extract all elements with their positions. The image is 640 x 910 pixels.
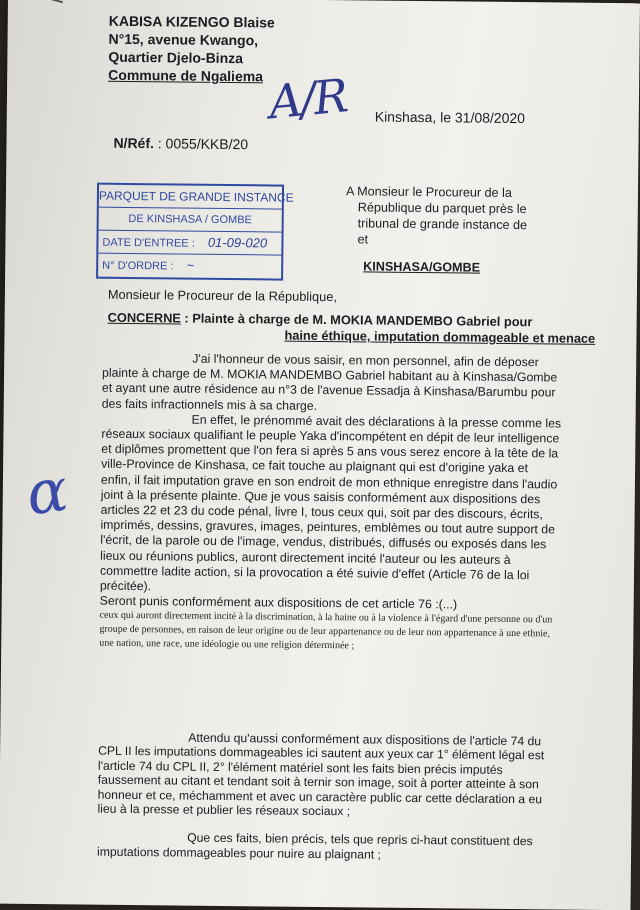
paragraph-1: J'ai l'honneur de vous saisir, en mon personnel, afin de déposer plainte à charge de M. MOKIA MANDEMBO Gabriel habitant au à Kinshasa/Gombe et ayant une autre résidence au n°3 de l'avenue Essadja à Kinshasa/Barumbu pour des faits infractionnels mis à sa charge. [101, 351, 558, 413]
paragraph-4: Attendu qu'aussi conformément aux dispositions de l'article 74 du CPL II les imputations dommageables ici sautent aux yeux car 1° élément légal est l'article 74 du CPL II, 2° l'élément matériel sont les faits bien précis imputés faussement au citant et tendant soit à ternir son image, soit à porter atteinte à son honneur et ce, méchamment et avec un caractère public car cette déclaration a eu lieu à la presse et publier les réseaux sociaux ; [97, 730, 545, 819]
stamp-order-value: ~ [186, 257, 195, 273]
salutation: Monsieur le Procureur de la République, [107, 286, 338, 305]
paragraph-3: Seront punis conformément aux dispositions de cet article 76 :(...) [99, 593, 458, 612]
sender-commune: Commune de Ngaliema [108, 66, 264, 85]
stamp-order-label: N° D'ORDRE : [102, 259, 174, 273]
stamp-order-row [98, 254, 281, 278]
stamp-entry-label: DATE D'ENTREE : [102, 236, 195, 250]
stamp-entry-row [98, 231, 281, 256]
sender-street: N°15, avenue Kwango, [108, 30, 259, 49]
margin-handwritten-mark: α [22, 454, 72, 530]
concerne-label: CONCERNE [107, 309, 181, 326]
stamp-title: PARQUET DE GRANDE INSTANCE [99, 185, 282, 210]
pen-mark [31, 0, 63, 13]
paragraph-2: En effet, le prénommé avait des déclarations à la presse comme les réseaux sociaux qualifiant le peuple Yaka d'incompétent en dépit de leur intelligence et diplômes promettent que l'on fera si après 5 ans vous serez encore à la tête de la ville-Province de Kinshasa, ce fait touche au plaignant qui est d'origine yaka et enfin, il fait imputation grave en son endroit de mon ethnique enregistre dans l'audio joint à la présente plainte. Que je vous saisis conformément aux dispositions des articles 22 et 23 du code pénal, livre I, tous ceux qui, soit par des discours, écrits, imprimés, dessins, gravures, images, peintures, emblèmes ou tout autre support de l'écrit, de la parole ou de l'image, vendus, distribués, diffusés ou exposés dans les lieux ou réunions publics, auront directement incité l'auteur ou les auteurs à commettre ladite action, si la provocation a été suivie d'effet (Article 76 de la loi précitée). [99, 412, 562, 594]
sender-block [108, 12, 275, 86]
recipient-block [345, 183, 527, 249]
concerne-block [107, 309, 596, 346]
stamp-entry-value: 01-09-020 [207, 234, 268, 251]
sender-quarter: Quartier Djelo-Binza [108, 48, 244, 67]
recipient-line1: A Monsieur le Procureur de la [345, 184, 512, 200]
concerne-line2: haine éthique, imputation dommageable et menace [284, 327, 596, 346]
concerne-line1: : Plainte à charge de M. MOKIA MANDEMBO Gabriel pour [180, 310, 533, 330]
recipient-line3: tribunal de grande instance de [357, 216, 528, 233]
letter-body [99, 351, 562, 656]
sender-name: KABISA KIZENGO Blaise [108, 12, 275, 31]
letter-body-continued [97, 730, 563, 864]
recipient-line4: et [357, 232, 369, 247]
recipient-line2: République du parquet près le [357, 200, 527, 217]
stamp-subtitle: DE KINSHASA / GOMBE [99, 208, 282, 233]
law-quote: ceux qui auront directement incité à la discrimination, à la haine ou à la violence à l'égard d'une personne ou d'un groupe de personnes, en raison de leur origine ou de leur appartenance ou de leur non appartenance à une ethnie, une nation, une race, une idéologie ou une religion déterminée ; [99, 610, 553, 652]
reference-value: : 0055/KKB/20 [157, 135, 249, 153]
recipient-city: KINSHASA/GOMBE [363, 259, 481, 275]
handwritten-ar: A/R [266, 68, 349, 130]
paragraph-5: Que ces faits, bien précis, tels que repris ci-haut constituent des imputations dommageables pour nuire au plaignant ; [96, 831, 533, 862]
reference-label: N/Réf. [113, 134, 155, 152]
date-line: Kinshasa, le 31/08/2020 [374, 108, 526, 127]
reception-stamp [96, 183, 294, 281]
reference-line [113, 135, 248, 152]
